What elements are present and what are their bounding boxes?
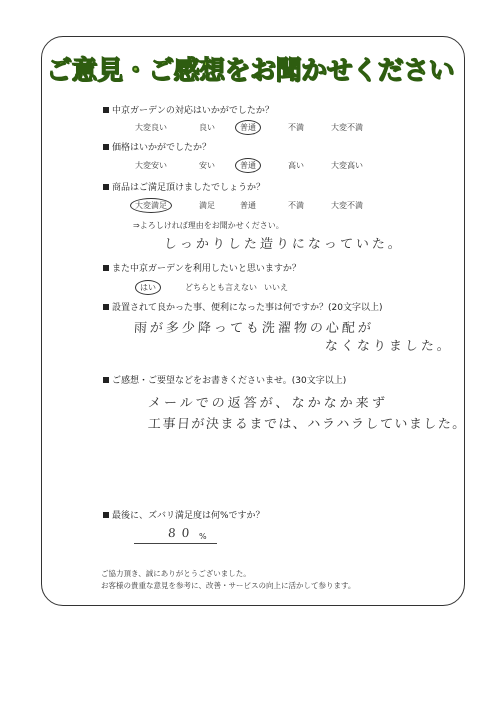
question-7 — [103, 508, 265, 521]
q3-option-4[interactable]: 不満 — [288, 201, 304, 210]
bullet-icon — [103, 144, 109, 150]
bullet-icon — [103, 107, 109, 113]
satisfaction-underline — [134, 543, 217, 544]
footer-thanks: ご協力頂き、誠にありがとうございました。 — [101, 569, 251, 578]
q4-option-2[interactable]: どちらとも言えない — [185, 283, 257, 292]
q3-option-2[interactable]: 満足 — [199, 201, 215, 210]
question-3-reason-answer[interactable]: しっかりした造りになっていた。 — [163, 237, 405, 252]
q1-option-2[interactable]: 良い — [199, 123, 215, 132]
q1-option-3-selected[interactable]: 普通 — [235, 120, 261, 135]
satisfaction-unit: % — [199, 532, 207, 541]
bullet-icon — [103, 512, 109, 518]
footer-note: お客様の貴重な意見を参考に、改善・サービスの向上に活かして参ります。 — [101, 581, 356, 590]
q3-option-1-selected[interactable]: 大変満足 — [130, 198, 172, 213]
question-5-answer-line-1[interactable]: 雨が多少降っても洗濯物の心配が — [133, 321, 375, 336]
question-3-label: 商品はご満足頂けましたでしょうか？ — [112, 183, 266, 193]
question-1 — [103, 103, 274, 116]
q3-option-5[interactable]: 大変不満 — [331, 201, 363, 210]
survey-title: ご意見・ご感想をお聞かせください — [45, 56, 454, 86]
q4-option-3[interactable]: いいえ — [264, 283, 288, 292]
question-2-label: 価格はいかがでしたか？ — [112, 143, 212, 153]
q1-option-4[interactable]: 不満 — [288, 123, 304, 132]
q4-option-1-selected[interactable]: はい — [135, 280, 161, 295]
question-5-label: 設置されて良かった事、便利になった事は何ですか？(20文字以上) — [112, 303, 383, 313]
question-6-answer-line-2[interactable]: 工事日が決まるまでは、ハラハラしていました。 — [147, 417, 468, 432]
question-5-answer-line-2[interactable]: なくなりました。 — [324, 339, 454, 354]
question-4 — [103, 261, 301, 274]
question-4-label: また中京ガーデンを利用したいと思いますか？ — [112, 264, 301, 274]
satisfaction-answer[interactable]: 80 — [167, 526, 196, 540]
question-3 — [103, 180, 265, 193]
q1-option-1[interactable]: 大変良い — [135, 123, 167, 132]
bullet-icon — [103, 265, 109, 271]
question-3-reason-prompt: ⇒よろしければ理由をお聞かせください。 — [133, 221, 284, 230]
question-6-answer-line-1[interactable]: メールでの返答が、なかなか来ず — [147, 396, 389, 411]
question-5 — [103, 300, 382, 313]
question-6-label: ご感想・ご要望などをお書きくださいませ。(30文字以上) — [112, 376, 347, 386]
q2-option-2[interactable]: 安い — [199, 161, 215, 170]
q2-option-4[interactable]: 高い — [288, 161, 304, 170]
q2-option-1[interactable]: 大変安い — [135, 161, 167, 170]
question-6 — [103, 373, 346, 386]
q3-option-3[interactable]: 普通 — [240, 201, 256, 210]
question-1-label: 中京ガーデンの対応はいかがでしたか？ — [112, 106, 274, 116]
q1-option-5[interactable]: 大変不満 — [331, 123, 363, 132]
bullet-icon — [103, 304, 109, 310]
q2-option-3-selected[interactable]: 普通 — [235, 158, 261, 173]
q2-option-5[interactable]: 大変高い — [331, 161, 363, 170]
question-7-label: 最後に、ズバリ満足度は何%ですか？ — [112, 511, 265, 521]
question-2 — [103, 140, 211, 153]
bullet-icon — [103, 377, 109, 383]
bullet-icon — [103, 184, 109, 190]
